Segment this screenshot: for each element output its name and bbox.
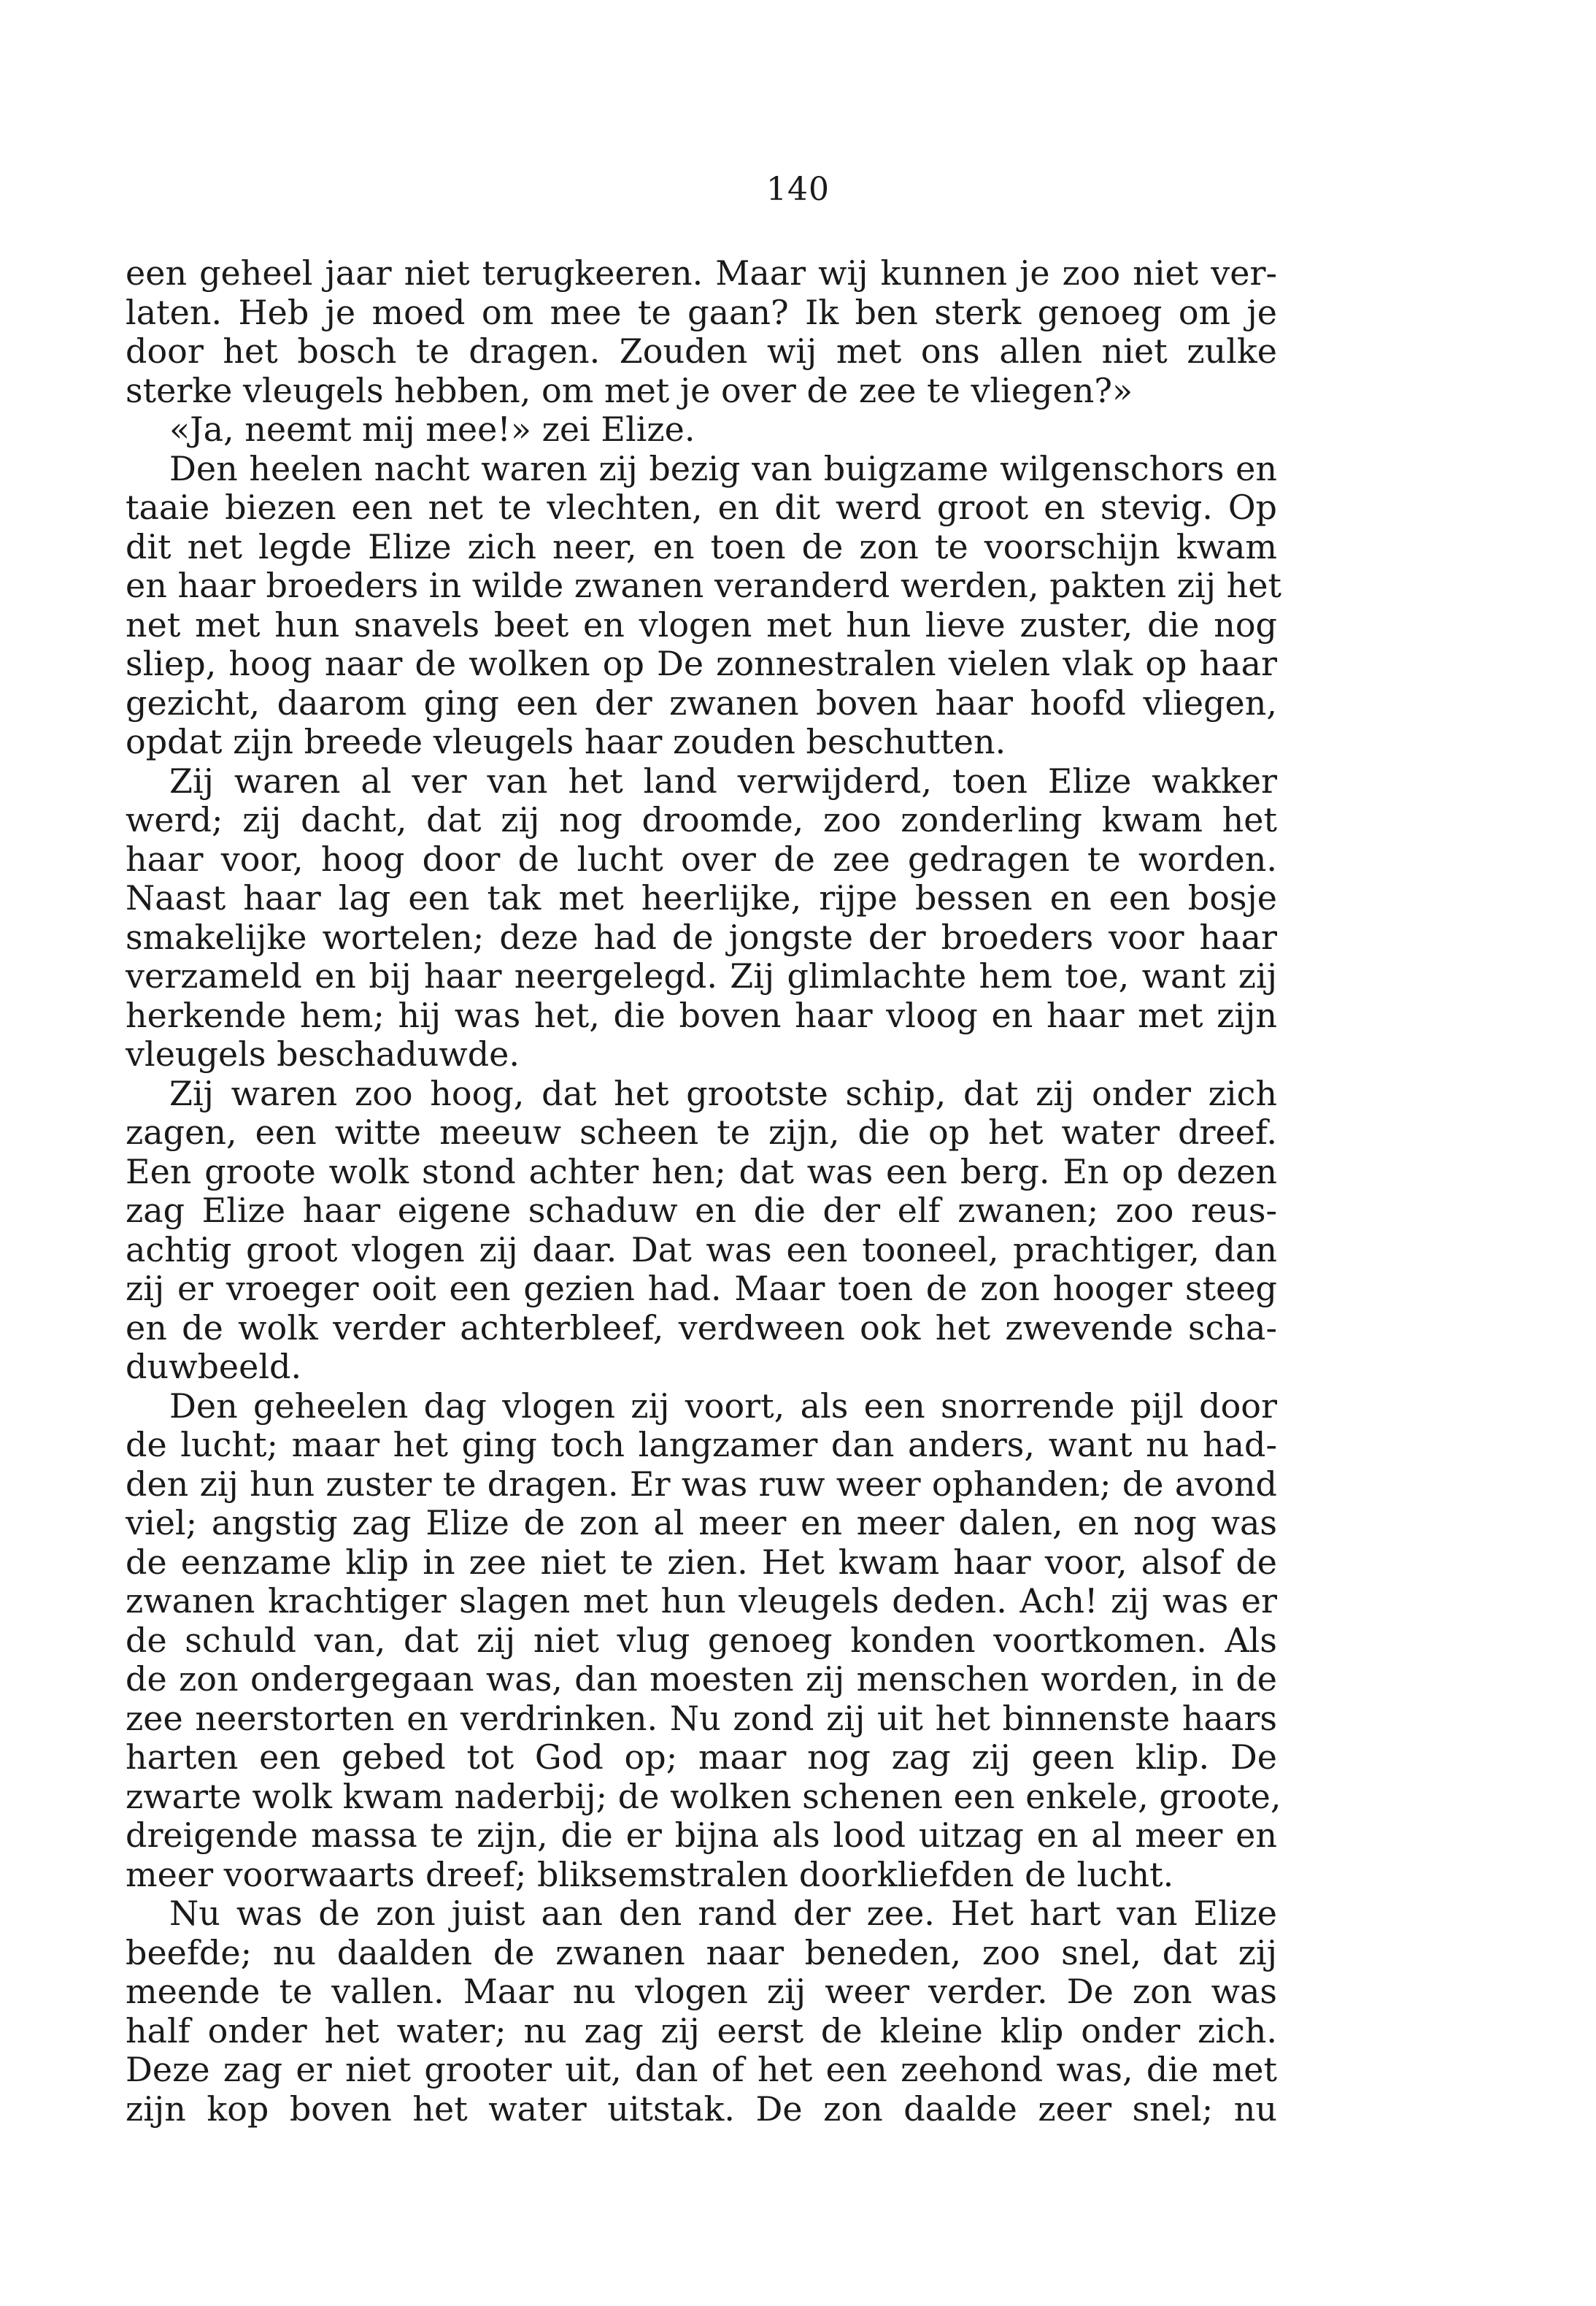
text-line: zag Elize haar eigene schaduw en die der elf zwanen; zoo reus- [126, 1191, 1277, 1230]
text-line: de lucht; maar het ging toch langzamer dan anders, want nu had- [126, 1425, 1277, 1464]
text-line: meende te vallen. Maar nu vlogen zij weer verder. De zon was [126, 1972, 1277, 2011]
text-line: gezicht, daarom ging een der zwanen boven haar hoofd vliegen, [126, 683, 1277, 723]
text-line: en de wolk verder achterbleef, verdween ook het zwevende scha- [126, 1307, 1277, 1348]
text-line: taaie biezen een net te vlechten, en dit werd groot en stevig. Op [126, 488, 1277, 527]
text-line: door het bosch te dragen. Zouden wij met ons allen niet zulke [126, 331, 1277, 371]
text-line: herkende hem; hij was het, die boven haar vloog en haar met zijn [126, 995, 1277, 1035]
text-line: zee neerstorten en verdrinken. Nu zond zij uit het binnenste haars [126, 1698, 1277, 1738]
text-line: smakelijke wortelen; deze had de jongste der broeders voor haar [126, 917, 1277, 957]
text-line: beefde; nu daalden de zwanen naar beneden, zoo snel, dat zij [126, 1932, 1277, 1972]
text-line: zijn kop boven het water uitstak. De zon daalde zeer snel; nu [126, 2088, 1277, 2129]
text-line: Zij waren al ver van het land verwijderd, toen Elize wakker [169, 761, 1277, 801]
text-line: dit net legde Elize zich neer, en toen de zon te voorschijn kwam [126, 526, 1277, 566]
text-line: den zij hun zuster te dragen. Er was ruw weer ophanden; de avond [126, 1464, 1277, 1504]
text-line: werd; zij dacht, dat zij nog droomde, zoo zonderling kwam het [126, 800, 1277, 839]
page-number: 140 [766, 171, 830, 208]
text-line: sliep, hoog naar de wolken op De zonnestralen vielen vlak op haar [126, 644, 1277, 683]
text-line: verzameld en bij haar neergelegd. Zij glimlachte hem toe, want zij [126, 956, 1277, 996]
text-line: «Ja, neemt mij mee!» zei Elize. [169, 410, 695, 449]
text-line: harten een gebed tot God op; maar nog zag zij geen klip. De [126, 1737, 1277, 1777]
text-line: zagen, een witte meeuw scheen te zijn, die op het water dreef. [126, 1112, 1277, 1152]
text-line: dreigende massa te zijn, die er bijna als lood uitzag en al meer en [126, 1815, 1277, 1855]
text-line: Deze zag er niet grooter uit, dan of het een zeehond was, die met [126, 2050, 1277, 2089]
text-line: Naast haar lag een tak met heerlijke, rijpe bessen en een bosje [126, 878, 1277, 918]
text-line: vleugels beschaduwde. [126, 1034, 520, 1074]
body-text [126, 253, 1281, 2129]
text-line: een geheel jaar niet terugkeeren. Maar wij kunnen je zoo niet ver- [126, 253, 1277, 293]
text-line: duwbeeld. [126, 1347, 302, 1386]
text-line: achtig groot vlogen zij daar. Dat was een tooneel, prachtiger, dan [126, 1229, 1277, 1269]
text-line: Den heelen nacht waren zij bezig van buigzame wilgenschors en [169, 448, 1277, 488]
text-line: meer voorwaarts dreef; bliksemstralen doorkliefden de lucht. [126, 1854, 1174, 1894]
text-line: haar voor, hoog door de lucht over de zee gedragen te worden. [126, 839, 1277, 879]
text-line: opdat zijn breede vleugels haar zouden beschutten. [126, 722, 1006, 761]
text-line: Een groote wolk stond achter hen; dat was een berg. En op dezen [126, 1151, 1277, 1191]
text-line: zwarte wolk kwam naderbij; de wolken schenen een enkele, groote, [126, 1776, 1281, 1816]
text-line: net met hun snavels beet en vlogen met hun lieve zuster, die nog [126, 604, 1277, 645]
text-line: viel; angstig zag Elize de zon al meer en meer dalen, en nog was [126, 1503, 1277, 1542]
text-line: de zon ondergegaan was, dan moesten zij menschen worden, in de [126, 1659, 1277, 1699]
text-line: de schuld van, dat zij niet vlug genoeg konden voortkomen. Als [126, 1620, 1277, 1660]
text-line: sterke vleugels hebben, om met je over de zee te vliegen?» [126, 370, 1133, 410]
text-line: Nu was de zon juist aan den rand der zee. Het hart van Elize [169, 1894, 1277, 1933]
text-line: de eenzame klip in zee niet te zien. Het kwam haar voor, alsof de [126, 1542, 1277, 1582]
text-line: en haar broeders in wilde zwanen veranderd werden, pakten zij het [126, 566, 1281, 605]
text-line: half onder het water; nu zag zij eerst de kleine klip onder zich. [126, 2010, 1277, 2051]
text-line: Zij waren zoo hoog, dat het grootste schip, dat zij onder zich [169, 1073, 1277, 1113]
text-line: zwanen krachtiger slagen met hun vleugels deden. Ach! zij was er [126, 1581, 1277, 1621]
text-line: Den geheelen dag vlogen zij voort, als een snorrende pijl door [169, 1385, 1277, 1426]
text-line: zij er vroeger ooit een gezien had. Maar toen de zon hooger steeg [126, 1269, 1277, 1308]
text-line: laten. Heb je moed om mee te gaan? Ik ben sterk genoeg om je [126, 292, 1277, 332]
